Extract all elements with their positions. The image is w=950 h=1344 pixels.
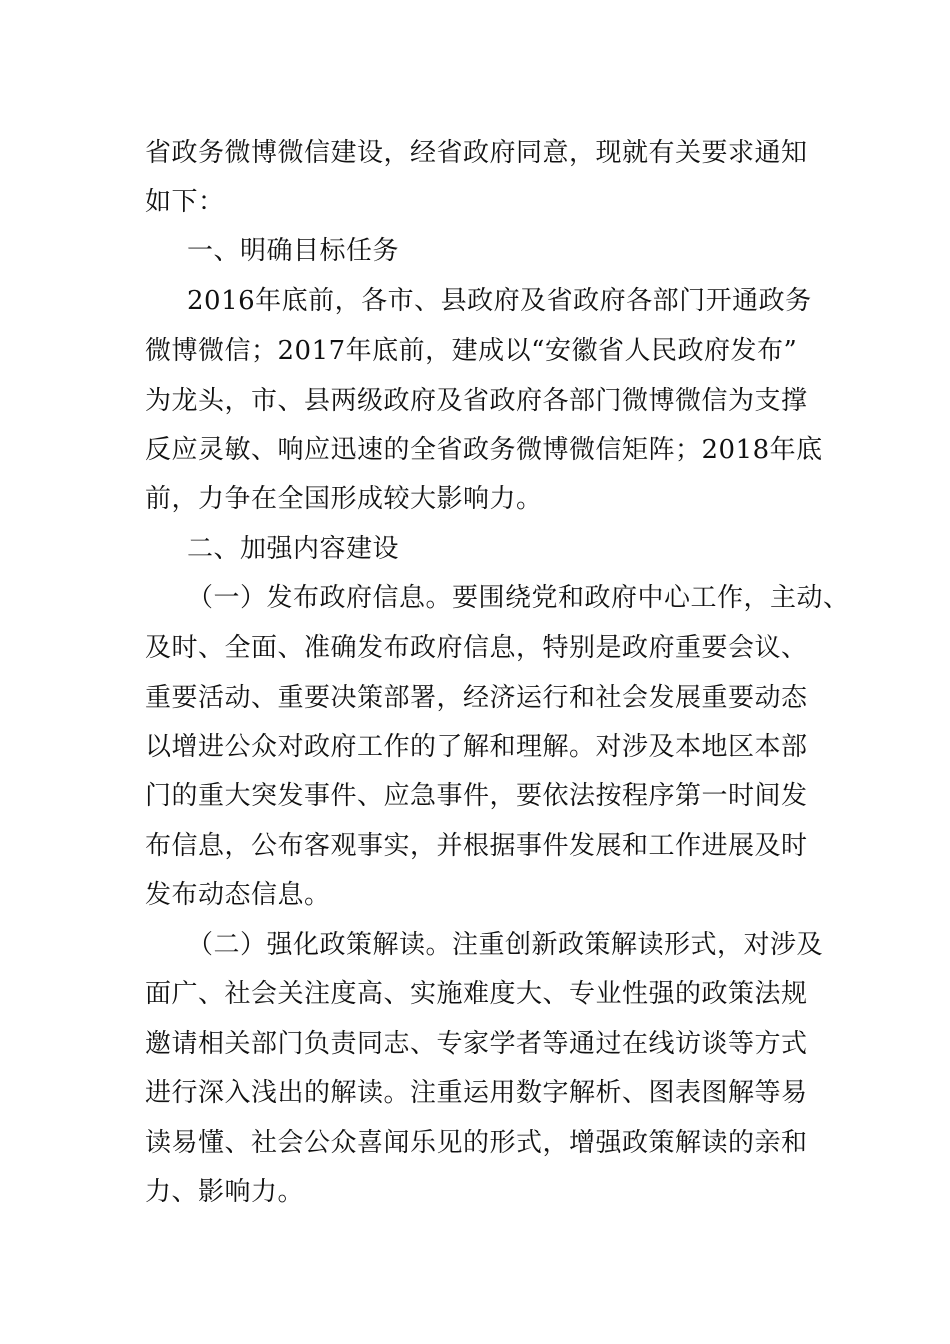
text-line: 读易懂、社会公众喜闻乐见的形式，增强政策解读的亲和 <box>145 1128 808 1158</box>
text-line: 省政务微博微信建设，经省政府同意，现就有关要求通知 <box>145 138 808 168</box>
text-line: 如下： <box>145 187 225 217</box>
text-line: 邀请相关部门负责同志、专家学者等通过在线访谈等方式 <box>145 1029 808 1059</box>
text-line: 面广、社会关注度高、实施难度大、专业性强的政策法规 <box>145 979 808 1009</box>
text-line: 微博微信；2017年底前，建成以“安徽省人民政府发布” <box>145 336 798 366</box>
text-line: 力、影响力。 <box>145 1177 305 1207</box>
text-line: （一）发布政府信息。要围绕党和政府中心工作，主动、 <box>187 583 850 613</box>
text-line: 前，力争在全国形成较大影响力。 <box>145 484 543 514</box>
text-line: 进行深入浅出的解读。注重运用数字解析、图表图解等易 <box>145 1078 808 1108</box>
text-line: 2016年底前，各市、县政府及省政府各部门开通政务 <box>187 286 812 316</box>
text-line: 发布动态信息。 <box>145 880 331 910</box>
text-line: 为龙头，市、县两级政府及省政府各部门微博微信为支撑 <box>145 386 808 416</box>
text-line: 及时、全面、准确发布政府信息，特别是政府重要会议、 <box>145 633 808 663</box>
text-line: 以增进公众对政府工作的了解和理解。对涉及本地区本部 <box>145 732 808 762</box>
section-heading: 一、明确目标任务 <box>187 236 400 266</box>
text-line: 门的重大突发事件、应急事件，要依法按程序第一时间发 <box>145 781 808 811</box>
text-line: 反应灵敏、响应迅速的全省政务微博微信矩阵；2018年底 <box>145 435 823 465</box>
text-line: 重要活动、重要决策部署，经济运行和社会发展重要动态 <box>145 683 808 713</box>
text-line: 布信息，公布客观事实，并根据事件发展和工作进展及时 <box>145 831 808 861</box>
text-line: （二）强化政策解读。注重创新政策解读形式，对涉及 <box>187 930 824 960</box>
section-heading: 二、加强内容建设 <box>187 534 400 564</box>
